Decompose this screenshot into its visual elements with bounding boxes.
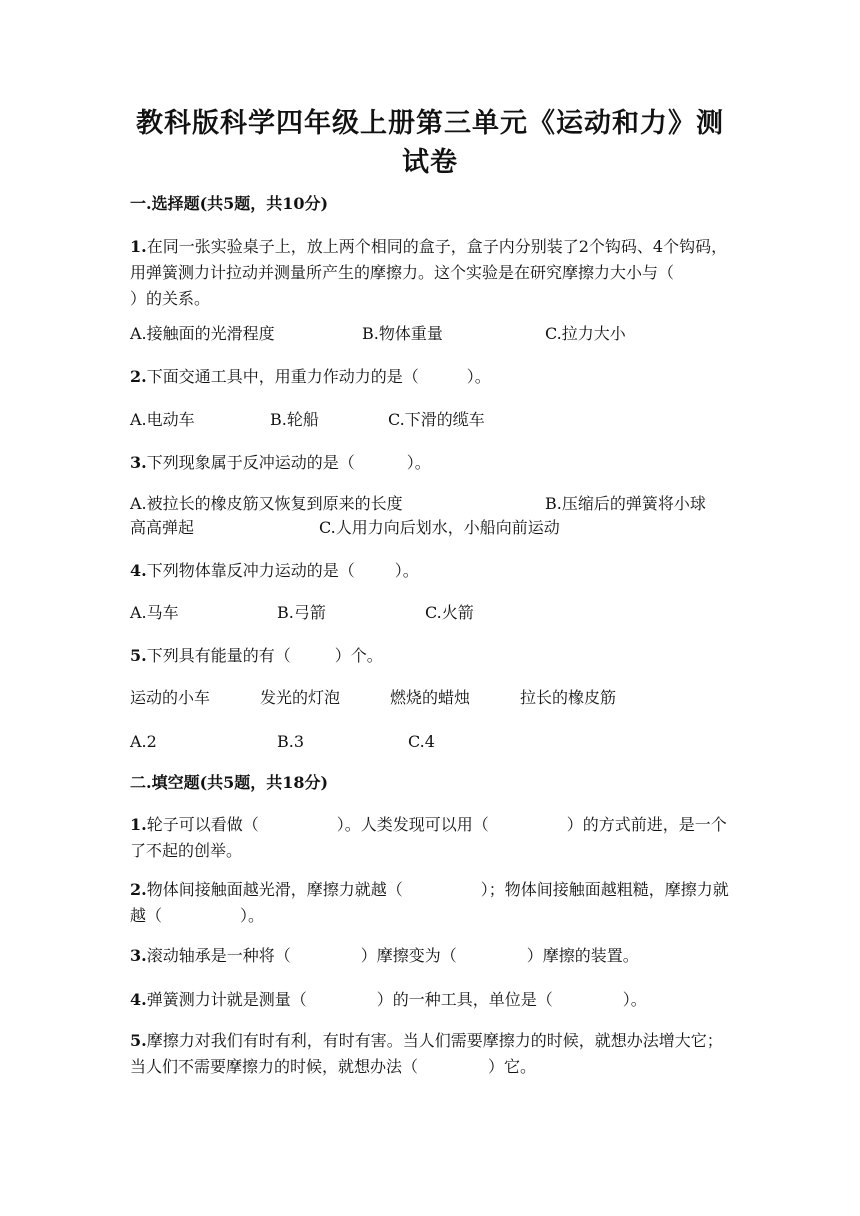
- question-text: 下列现象属于反冲运动的是（: [146, 453, 355, 472]
- option-c: C.拉力大小: [545, 324, 626, 343]
- question-text: ）；物体间接触面越粗糙，摩擦力就越（: [130, 880, 729, 925]
- question-number: 3.: [130, 453, 147, 472]
- question-1: [130, 234, 730, 312]
- question-number: 1.: [130, 815, 147, 834]
- question-2: [130, 364, 730, 390]
- option-a: A.接触面的光滑程度: [130, 324, 275, 343]
- question-text: ）它。: [488, 1057, 537, 1076]
- question-text: ）个。: [334, 646, 383, 665]
- option-b: B.弓箭: [277, 603, 326, 622]
- option-b: B.压缩后的弹簧将小球: [545, 494, 706, 513]
- question-text: ）。: [394, 561, 419, 580]
- section-heading-choice: 一.选择题(共5题，共10分): [130, 194, 329, 213]
- question-text: 下列具有能量的有（: [146, 646, 291, 665]
- section-heading-fill-in: 二.填空题(共5题，共18分): [130, 773, 329, 792]
- question-number: 1.: [130, 237, 147, 256]
- option-a: A.2: [130, 732, 157, 751]
- page-title: 教科版科学四年级上册第三单元《运动和力》测试卷: [136, 108, 724, 178]
- fill-question-2: [130, 877, 730, 929]
- question-text: ）。: [406, 453, 431, 472]
- option-b-continued: 高高弹起: [130, 518, 195, 537]
- question-3: [130, 450, 730, 476]
- question-number: 4.: [130, 990, 147, 1009]
- question-text: ）摩擦变为（: [360, 946, 457, 965]
- question-text: ）的方式前进，是一个了不起的创举。: [130, 815, 727, 860]
- list-item: 发光的灯泡: [260, 688, 341, 707]
- option-c: C.火箭: [425, 603, 474, 622]
- question-number: 4.: [130, 561, 147, 580]
- option-c: C.人用力向后划水，小船向前运动: [319, 518, 560, 537]
- question-text: ）的关系。: [130, 289, 211, 308]
- question-text: ）摩擦的装置。: [526, 946, 639, 965]
- question-4: [130, 558, 730, 584]
- question-number: 2.: [130, 880, 147, 899]
- question-text: 滚动轴承是一种将（: [146, 946, 291, 965]
- list-item: 拉长的橡皮筋: [520, 688, 617, 707]
- question-text: ）。: [240, 906, 265, 925]
- question-5: [130, 643, 730, 669]
- option-b: B.物体重量: [362, 324, 443, 343]
- question-text: ）的一种工具，单位是（: [376, 990, 553, 1009]
- option-a: A.被拉长的橡皮筋又恢复到原来的长度: [130, 494, 403, 513]
- question-text: 物体间接触面越光滑，摩擦力就越（: [146, 880, 403, 899]
- question-number: 5.: [130, 646, 147, 665]
- question-text: 轮子可以看做（: [146, 815, 259, 834]
- question-text: ）。人类发现可以用（: [336, 815, 489, 834]
- option-c: C.4: [408, 732, 435, 751]
- question-number: 5.: [130, 1031, 147, 1050]
- option-c: C.下滑的缆车: [388, 410, 485, 429]
- list-item: 燃烧的蜡烛: [390, 688, 471, 707]
- question-number: 3.: [130, 946, 147, 965]
- question-text: ）。: [466, 367, 491, 386]
- option-a: A.马车: [130, 603, 179, 622]
- fill-question-1: [130, 812, 730, 864]
- question-text: ）。: [622, 990, 647, 1009]
- question-number: 2.: [130, 367, 147, 386]
- list-item: 运动的小车: [130, 688, 211, 707]
- option-b: B.3: [277, 732, 305, 751]
- option-a: A.电动车: [130, 410, 195, 429]
- fill-question-4: [130, 987, 730, 1013]
- option-b: B.轮船: [270, 410, 319, 429]
- question-text: 摩擦力对我们有时有利，有时有害。当人们需要摩擦力的时候，就想办法增大它；当人们不需要摩擦力的时候，就想办法（: [130, 1031, 723, 1076]
- question-text: 在同一张实验桌子上，放上两个相同的盒子，盒子内分别装了2个钩码、4个钩码，用弹簧测力计拉动并测量所产生的摩擦力。这个实验是在研究摩擦力大小与（: [130, 237, 728, 282]
- question-text: 下面交通工具中，用重力作动力的是（: [146, 367, 419, 386]
- fill-question-5: [130, 1028, 730, 1080]
- question-text: 弹簧测力计就是测量（: [146, 990, 307, 1009]
- question-text: 下列物体靠反冲力运动的是（: [146, 561, 355, 580]
- fill-question-3: [130, 943, 730, 969]
